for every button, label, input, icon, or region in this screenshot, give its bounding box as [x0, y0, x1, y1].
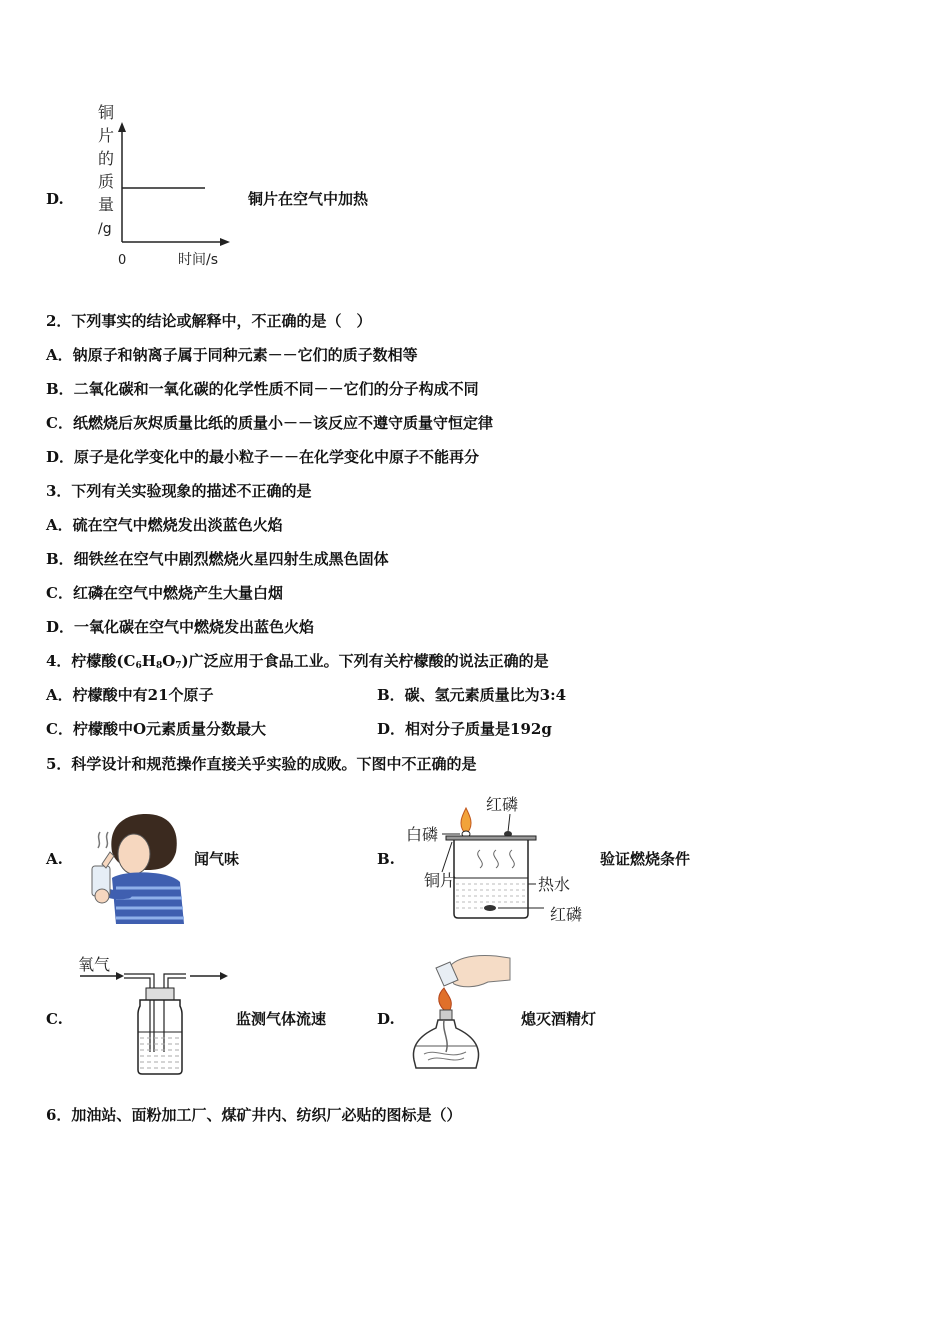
wick	[444, 1020, 447, 1052]
alcohol-lines	[424, 1052, 466, 1060]
q3-option-d: D．一氧化碳在空气中燃烧发出蓝色火焰	[46, 618, 315, 636]
y-axis-char: 片	[98, 126, 115, 145]
white-p-label: 白磷	[406, 825, 439, 844]
hand	[95, 889, 109, 903]
q5-stem: 5．科学设计和规范操作直接关乎实验的成败。下图中不正确的是	[46, 755, 477, 773]
copper-label: 铜片	[424, 871, 457, 890]
red-phosphorus-bottom	[484, 905, 496, 911]
q2-option-d: D．原子是化学变化中的最小粒子－－在化学变化中原子不能再分	[46, 448, 480, 466]
lamp-body	[413, 1020, 478, 1068]
oxygen-label: 氧气	[78, 955, 111, 974]
q2-option-a: A．钠原子和钠离子属于同种元素－－它们的质子数相等	[46, 346, 418, 364]
inlet-tube	[124, 974, 154, 1052]
q4-option-d: D．相对分子质量是192g	[377, 720, 552, 738]
vapor	[478, 850, 515, 868]
q2-option-b: B．二氧化碳和一氧化碳的化学性质不同－－它们的分子构成不同	[46, 380, 479, 398]
q5-option-c-caption: 监测气体流速	[236, 1010, 327, 1028]
q3-option-b: B．细铁丝在空气中剧烈燃烧火星四射生成黑色固体	[46, 550, 389, 568]
wick-holder	[440, 1010, 452, 1020]
q1-option-d-caption: 铜片在空气中加热	[248, 190, 369, 208]
waving-hand	[102, 852, 114, 868]
q5-option-d-caption: 熄灭酒精灯	[521, 1010, 597, 1028]
flame	[439, 988, 452, 1010]
q3-option-a: A．硫在空气中燃烧发出淡蓝色火焰	[46, 516, 283, 534]
q4-option-a: A．柠檬酸中有21个原子	[46, 686, 214, 704]
origin-label: 0	[118, 253, 127, 268]
alcohol-lamp-figure	[406, 948, 514, 1074]
q4-stem: 4．柠檬酸$(C_6H_8O_7)$广泛应用于食品工业。下列有关柠檬酸的说法正确的是	[46, 652, 549, 671]
red-p-bottom-label: 红磷	[550, 905, 583, 924]
red-p-top-label: 红磷	[486, 795, 519, 814]
x-axis-arrow	[220, 238, 230, 246]
hand	[446, 956, 510, 987]
bottle	[138, 1000, 182, 1074]
q2-stem: 2．下列事实的结论或解释中，不正确的是（ ）	[46, 312, 372, 330]
combustion-apparatus	[400, 790, 596, 928]
waft-lines	[98, 832, 108, 848]
q2-option-c: C．纸燃烧后灰烬质量比纸的质量小－－该反应不遵守质量守恒定律	[46, 414, 493, 432]
y-axis-char: 的	[98, 149, 115, 168]
flame	[461, 808, 471, 832]
y-axis-char: 量	[98, 195, 115, 214]
face	[118, 834, 150, 874]
q4-option-b: B．碳、氢元素质量比为3:4	[377, 686, 567, 704]
q3-stem: 3．下列有关实验现象的描述不正确的是	[46, 482, 312, 500]
liquid-lines	[140, 1038, 180, 1068]
x-axis-label: 时间/s	[178, 252, 219, 268]
q5-option-b-letter: B.	[377, 850, 395, 868]
q5-option-c-letter: C.	[46, 1010, 63, 1028]
q5-option-a-letter: A.	[46, 850, 63, 868]
q6-stem: 6．加油站、面粉加工厂、煤矿井内、纺织厂必贴的图标是（）	[46, 1106, 462, 1124]
smelling-figure	[72, 808, 188, 926]
copper-mass-graph	[92, 100, 242, 272]
q1-option-d-letter: D.	[46, 190, 64, 208]
q4-option-c: C．柠檬酸中O元素质量分数最大	[46, 720, 267, 738]
water-lines	[456, 884, 526, 908]
q5-option-d-letter: D.	[377, 1010, 395, 1028]
y-axis-char: 铜	[98, 103, 115, 122]
hot-water-label: 热水	[538, 875, 571, 894]
y-axis-arrow	[118, 122, 126, 132]
q5-option-b-caption: 验证燃烧条件	[600, 850, 691, 868]
q3-option-c: C．红磷在空气中燃烧产生大量白烟	[46, 584, 283, 602]
gas-flow-apparatus	[76, 952, 234, 1076]
q5-option-a-caption: 闻气味	[194, 850, 240, 868]
stopper	[146, 988, 174, 1000]
y-axis-char: /g	[98, 221, 112, 237]
copper-plate	[446, 836, 536, 840]
y-axis-char: 质	[98, 172, 115, 191]
